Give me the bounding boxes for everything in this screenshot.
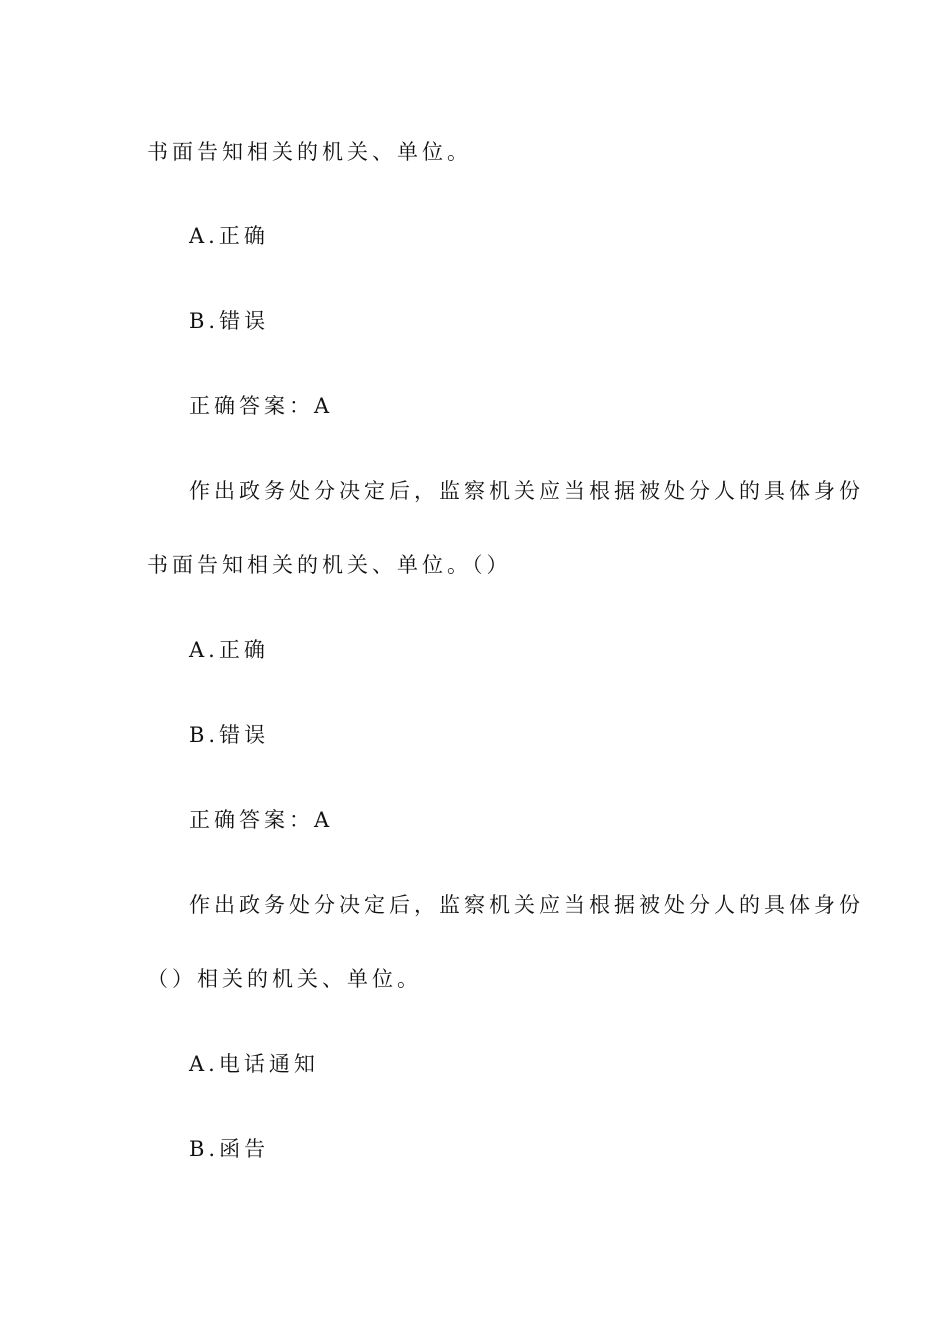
question-text: 作出政务处分决定后，监察机关应当根据被处分人的具体身份 [189,479,864,503]
correct-answer: 正确答案：A [189,394,334,418]
option-b: B.错误 [189,309,270,333]
question-continuation: 书面告知相关的机关、单位。（） [147,553,512,577]
option-a: A.正确 [189,224,269,248]
question-continuation: 书面告知相关的机关、单位。 [147,140,472,164]
option-a: A.正确 [189,638,269,662]
option-b: B.函告 [189,1137,270,1161]
question-text: 作出政务处分决定后，监察机关应当根据被处分人的具体身份 [189,893,864,917]
question-continuation: （）相关的机关、单位。 [147,967,422,991]
correct-answer: 正确答案：A [189,808,334,832]
option-b: B.错误 [189,723,270,747]
option-a: A.电话通知 [189,1052,319,1076]
